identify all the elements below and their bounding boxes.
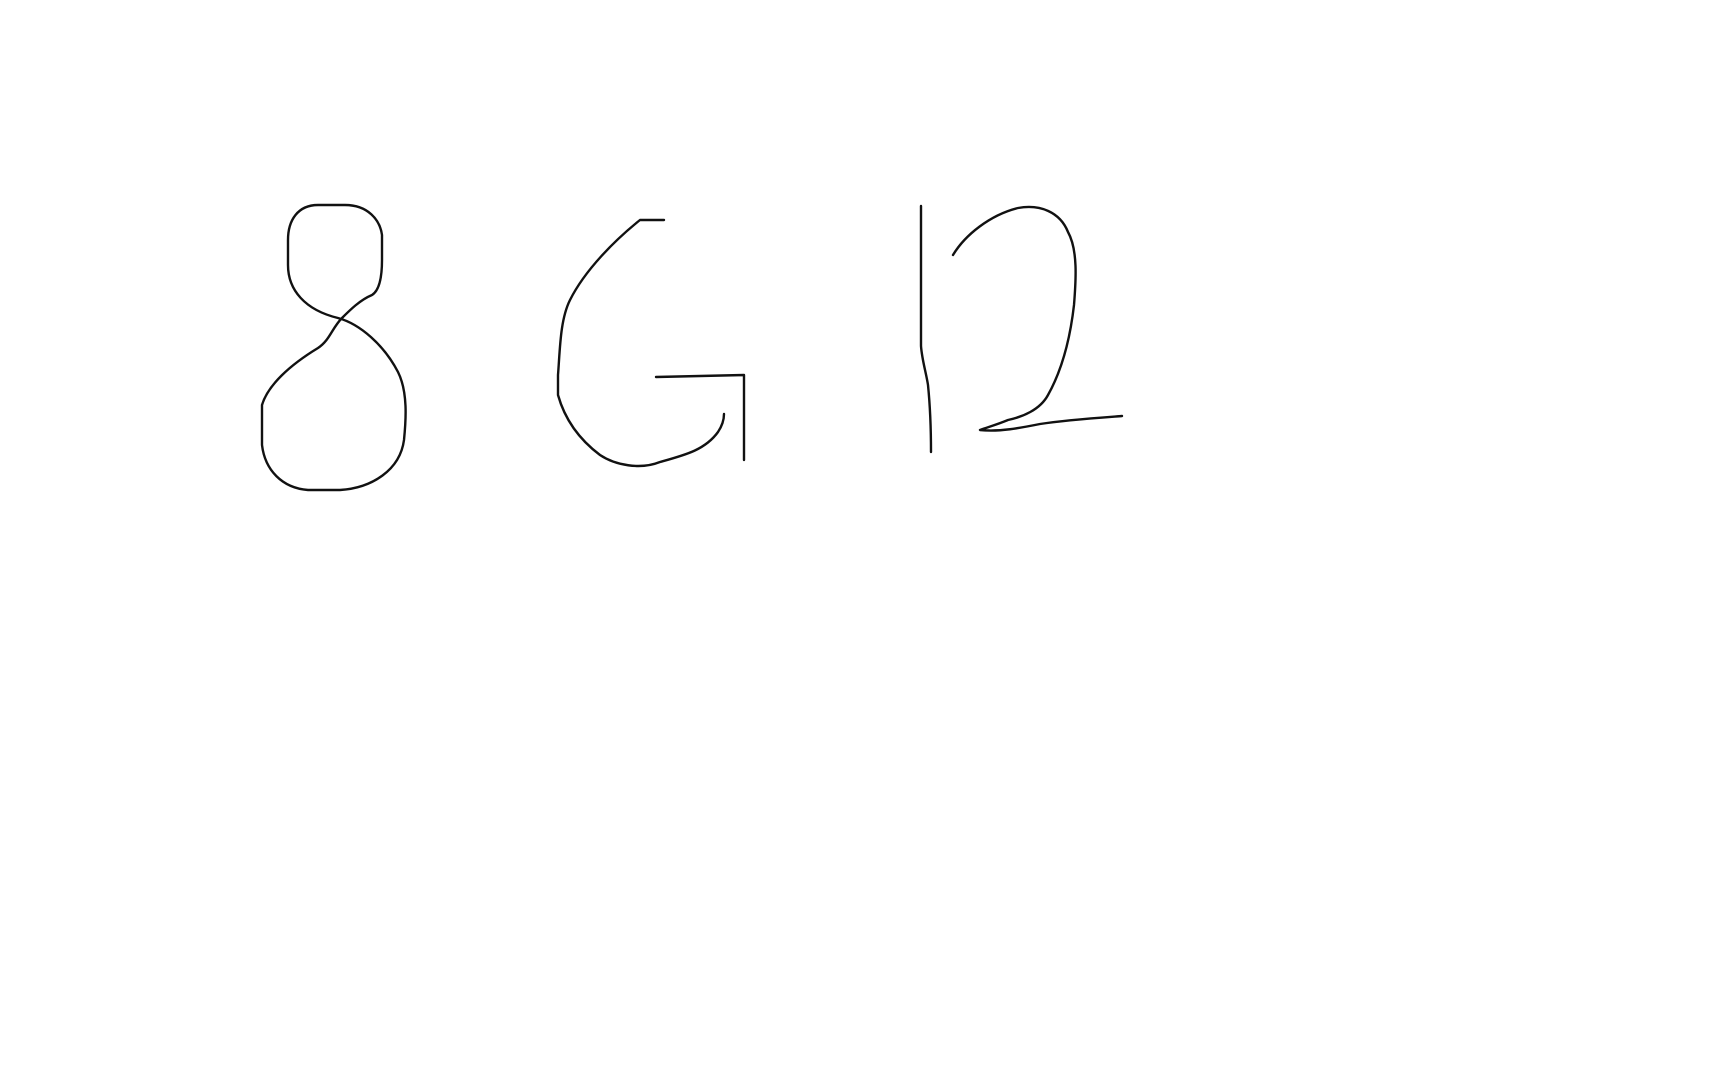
handwritten-one	[921, 206, 931, 452]
handwritten-two	[953, 207, 1122, 431]
handwritten-eight	[262, 205, 406, 490]
handwritten-g	[558, 220, 744, 466]
